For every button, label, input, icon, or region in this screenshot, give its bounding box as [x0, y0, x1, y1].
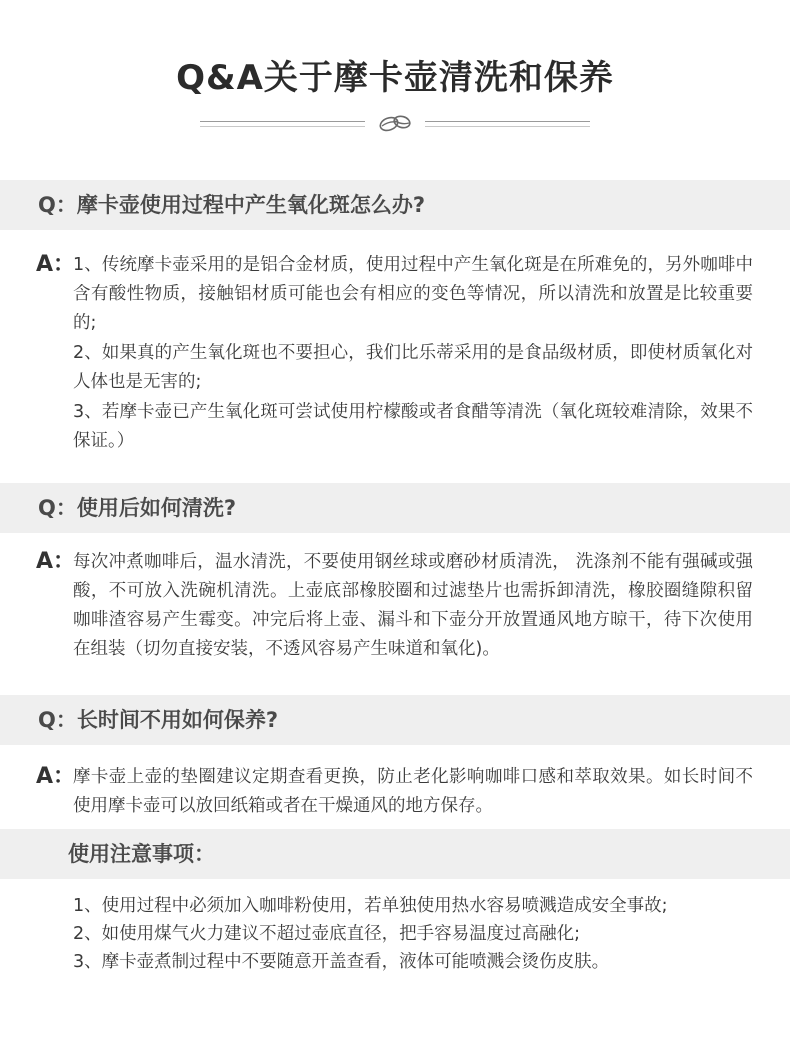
question-1: Q：摩卡壶使用过程中产生氧化斑怎么办? — [38, 193, 426, 217]
answer-1-item-3: 3、若摩卡壶已产生氧化斑可尝试使用柠檬酸或者食醋等清洗（氧化斑较难清除，效果不保证。） — [73, 402, 753, 451]
answer-3-text: 摩卡壶上壶的垫圈建议定期查看更换，防止老化影响咖啡口感和萃取效果。如长时间不使用摩卡壶可以放回纸箱或者在干燥通风的地方保存。 — [73, 767, 753, 816]
page-title: Q&A关于摩卡壶清洗和保养 — [176, 58, 614, 98]
notice-band — [0, 829, 790, 879]
notice-item-1: 1、使用过程中必须加入咖啡粉使用，若单独使用热水容易喷溅造成安全事故; — [73, 896, 668, 916]
question-2: Q：使用后如何清洗? — [38, 496, 237, 520]
notice-item-3: 3、摩卡壶煮制过程中不要随意开盖查看，液体可能喷溅会烫伤皮肤。 — [73, 952, 610, 972]
notice-heading: 使用注意事项： — [68, 842, 215, 866]
title-divider — [200, 108, 590, 138]
answer-mark-2: A： — [36, 549, 76, 574]
coffee-beans-icon — [375, 110, 415, 136]
divider-line-left — [200, 121, 365, 127]
notice-item-2: 2、如使用煤气火力建议不超过壶底直径，把手容易温度过高融化; — [73, 924, 581, 944]
answer-1-item-2: 2、如果真的产生氧化斑也不要担心，我们比乐蒂采用的是食品级材质，即使材质氧化对人体也是无害的; — [73, 343, 753, 392]
answer-mark-1: A： — [36, 252, 76, 277]
question-3: Q：长时间不用如何保养? — [38, 708, 279, 732]
question-band-3 — [0, 695, 790, 745]
question-band-1 — [0, 180, 790, 230]
question-band-2 — [0, 483, 790, 533]
answer-1-item-1: 1、传统摩卡壶采用的是铝合金材质，使用过程中产生氧化斑是在所难免的，另外咖啡中含有酸性物质，接触铝材质可能也会有相应的变色等情况，所以清洗和放置是比较重要的; — [73, 255, 753, 333]
answer-mark-3: A： — [36, 764, 76, 789]
divider-line-right — [425, 121, 590, 127]
answer-2-text: 每次冲煮咖啡后，温水清洗，不要使用钢丝球或磨砂材质清洗， 洗涤剂不能有强碱或强酸，不可放入洗碗机清洗。上壶底部橡胶圈和过滤垫片也需拆卸清洗，橡胶圈缝隙积留咖啡渣容易产生霉变。冲完后将上壶、漏斗和下壶分开放置通风地方晾干，待下次使用在组装（切勿直接安装，不透风容易产生味道和氧化)。 — [73, 552, 753, 659]
